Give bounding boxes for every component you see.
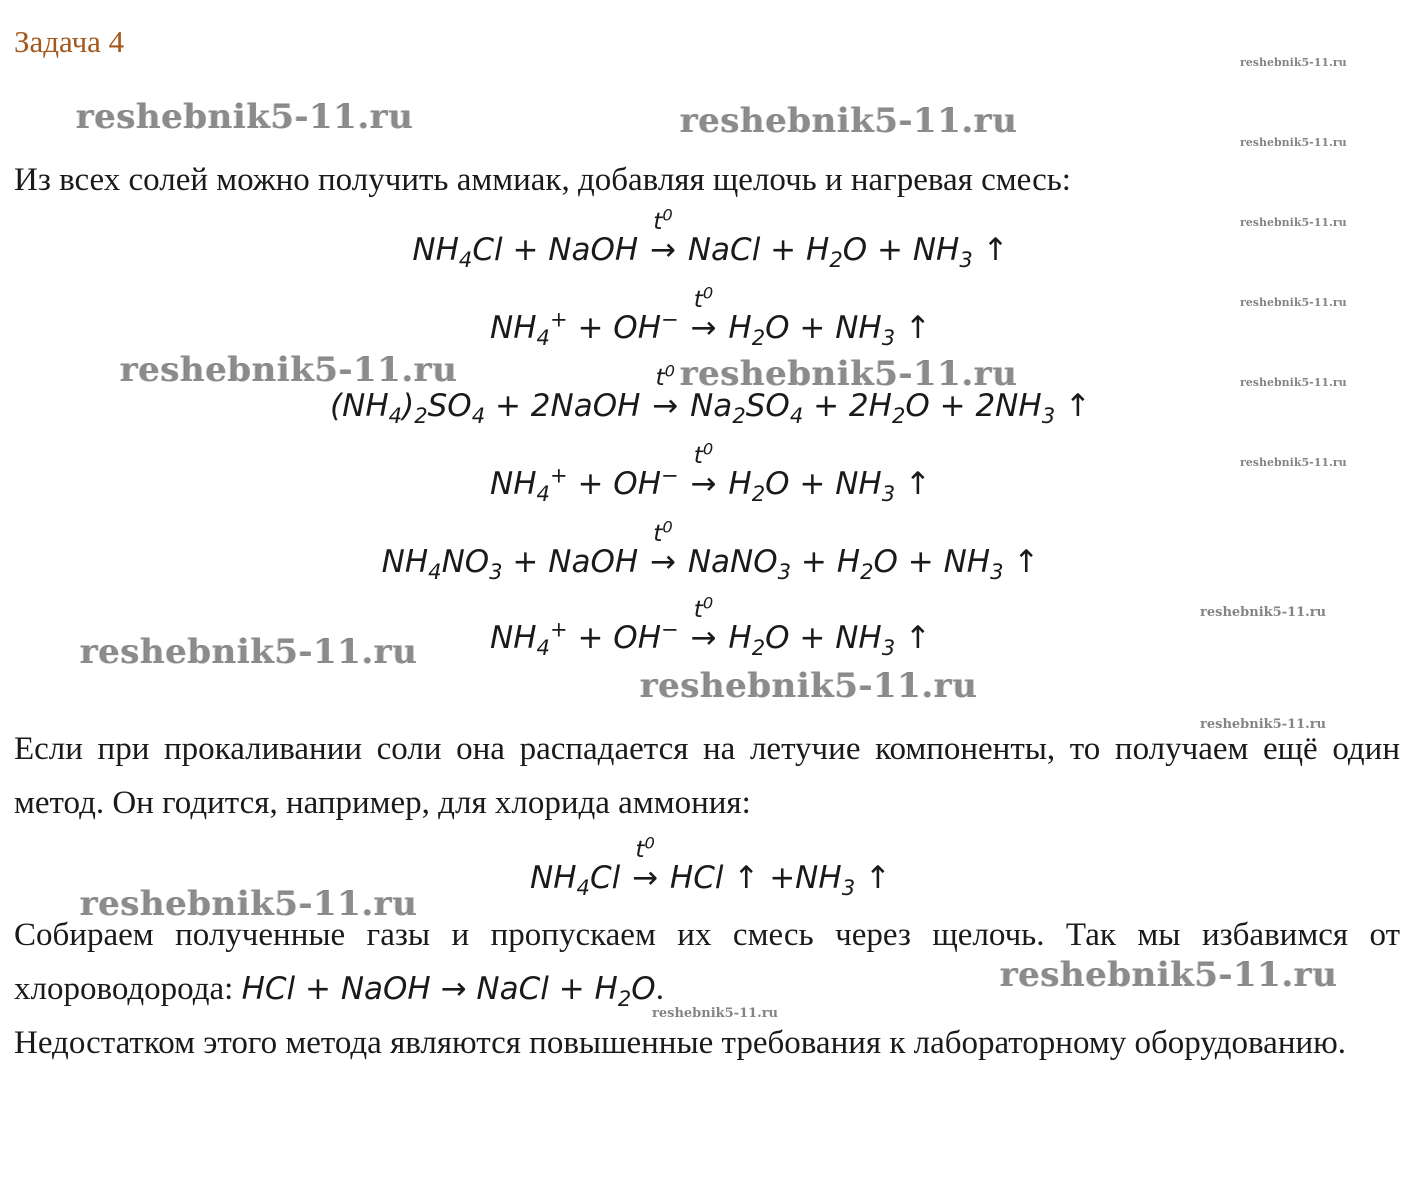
equation-nh4no3-naoh: $NH_4NO_3$ + NaOH $t^0$ → NaNO$_3$ + $H_2O + NH_3$ ↑ [381,516,1040,585]
watermark-small: reshebnik5-11.ru [1200,717,1327,732]
watermark-small: reshebnik5-11.ru [1240,56,1347,69]
heat-arrow: $t^0$ → [690,438,717,502]
paragraph-gas-absorption: Собираем полученные газы и пропускаем их смесь через щелочь. Так мы избавимся от хлороводорода: HCl + NaOH → NaCl + $H_2O$. [14,917,1400,1012]
watermark: reshebnik5-11.ru [680,101,1018,141]
equation-nh4-2so4-naoh: $(NH_4)_2SO_4$ + 2NaOH $t^0$ → $Na_2SO_4 + 2H_2O + 2NH_3$ ↑ [330,360,1091,429]
watermark-small: reshebnik5-11.ru [1240,456,1347,469]
heat-arrow: $t^0$ → [632,832,659,896]
watermark-small: reshebnik5-11.ru [1240,216,1347,229]
watermark: reshebnik5-11.ru [120,350,458,390]
heat-arrow: $t^0$ → [652,360,679,424]
task-title: Задача 4 [14,24,125,59]
watermark: reshebnik5-11.ru [680,354,1018,394]
inline-equation-hcl-naoh: HCl + NaOH → NaCl + $H_2O$ [241,971,656,1012]
watermark-small: reshebnik5-11.ru [1240,136,1347,149]
equation-nh4cl-decomposition: $NH_4Cl$ $t^0$ → HCl ↑ $+NH_3$ ↑ [530,832,891,901]
watermark: reshebnik5-11.ru [76,97,414,137]
equation-ionic-1: $NH_4^+ + OH^-$ $t^0$ → $H_2O + NH_3$ ↑ [490,282,931,351]
paragraph-drawback: Недостатком этого метода являются повышенные требования к лабораторному оборудованию. [14,1025,1347,1061]
watermark-small: reshebnik5-11.ru [652,1006,779,1021]
heat-arrow: $t^0$ → [650,204,677,268]
watermark-small: reshebnik5-11.ru [1200,605,1327,620]
watermark: reshebnik5-11.ru [640,666,978,706]
watermark: reshebnik5-11.ru [1000,955,1338,995]
paragraph-intro: Из всех солей можно получить аммиак, добавляя щелочь и нагревая смесь: [14,162,1071,198]
heat-arrow: $t^0$ → [690,282,717,346]
equation-ionic-2: $NH_4^+ + OH^-$ $t^0$ → $H_2O + NH_3$ ↑ [490,438,931,507]
watermark-small: reshebnik5-11.ru [1240,296,1347,309]
equation-nh4cl-naoh: $NH_4Cl$ + NaOH $t^0$ → NaCl + $H_2O + NH_3$ ↑ [412,204,1009,273]
heat-arrow: $t^0$ → [650,516,676,580]
watermark: reshebnik5-11.ru [80,632,418,672]
watermark: reshebnik5-11.ru [80,884,418,924]
paragraph-thermal-method: Если при прокаливании соли она распадается на летучие компоненты, то получаем ещё один метод. Он годится, например, для хлорида аммония: [14,731,1400,821]
watermark-small: reshebnik5-11.ru [1240,376,1347,389]
heat-arrow: $t^0$ → [690,592,717,656]
equation-ionic-3: $NH_4^+ + OH^-$ $t^0$ → $H_2O + NH_3$ ↑ [490,592,931,661]
